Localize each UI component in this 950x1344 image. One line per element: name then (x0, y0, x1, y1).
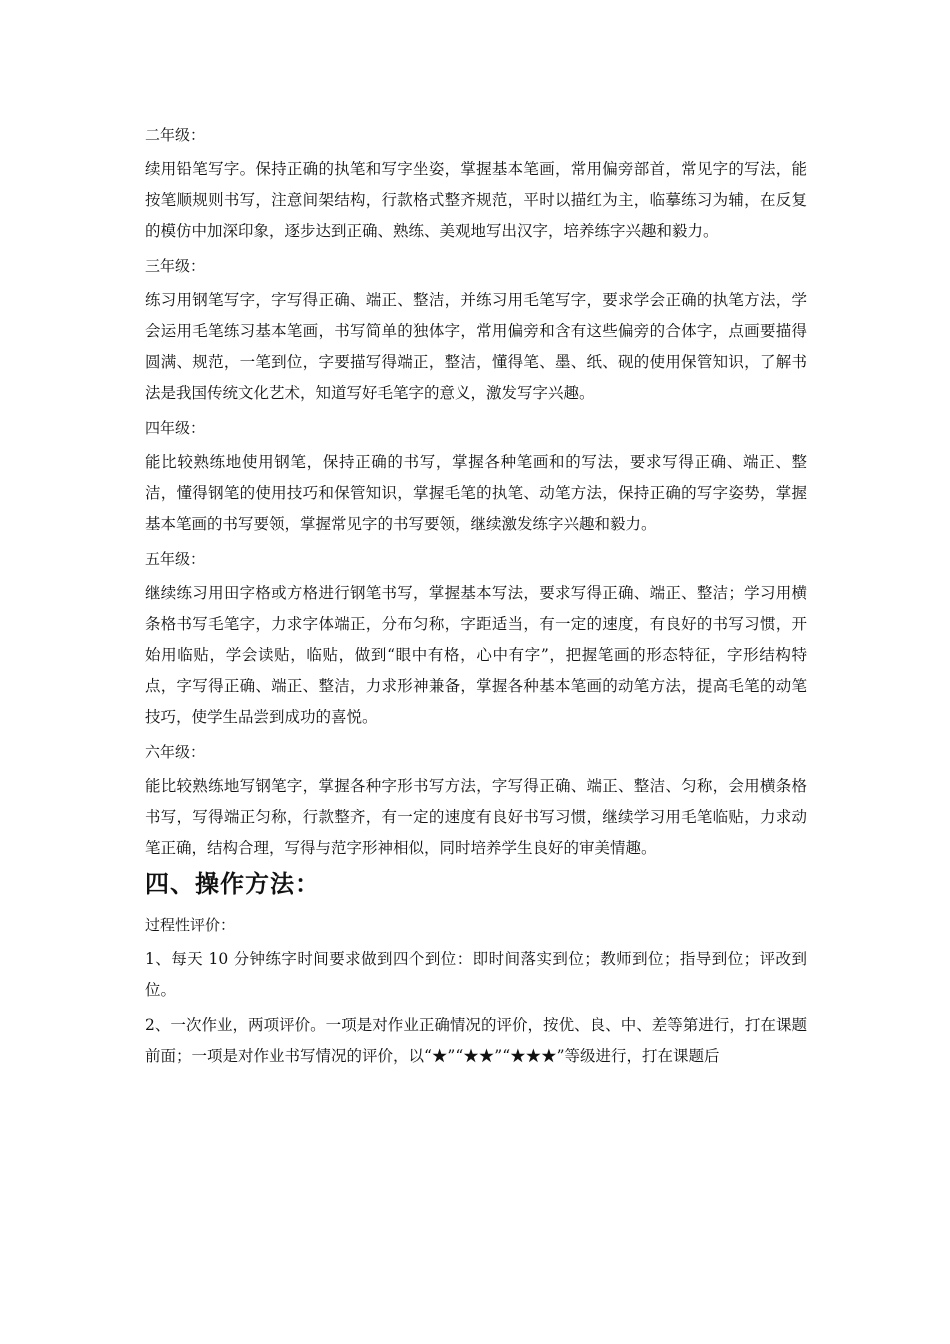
section-heading: 四、操作方法： (145, 869, 320, 898)
process-evaluation-label: 过程性评价： (145, 916, 236, 934)
grade-4-block (145, 413, 807, 540)
grade-6-label: 六年级： (145, 743, 206, 761)
grade-6-text: 能比较熟练地写钢笔字，掌握各种字形书写方法，字写得正确、端正、整洁、匀称，会用横条格书写，写得端正匀称，行款整齐，有一定的速度有良好书写习惯，继续学习用毛笔临贴，力求动笔正确，结构合理，写得与范字形神相似，同时培养学生良好的审美情趣。 (145, 777, 807, 857)
grade-3-label: 三年级： (145, 257, 206, 275)
grade-5-text: 继续练习用田字格或方格进行钢笔书写，掌握基本写法，要求写得正确、端正、整洁；学习用横条格书写毛笔字，力求字体端正，分布匀称，字距适当，有一定的速度，有良好的书写习惯，开始用临贴，学会读贴，临贴，做到“眼中有格，心中有字”，把握笔画的形态特征，字形结构特点，字写得正确、端正、整洁，力求形神兼备，掌握各种基本笔画的动笔方法，提高毛笔的动笔技巧，使学生品尝到成功的喜悦。 (145, 584, 807, 726)
list-item: 1、每天 10 分钟练字时间要求做到四个到位：即时间落实到位；教师到位；指导到位；评改到位。 (145, 950, 807, 999)
grade-4-text: 能比较熟练地使用钢笔，保持正确的书写，掌握各种笔画和的写法，要求写得正确、端正、整洁，懂得钢笔的使用技巧和保管知识，掌握毛笔的执笔、动笔方法，保持正确的写字姿势，掌握基本笔画的书写要领，掌握常见字的书写要领，继续激发练字兴趣和毅力。 (145, 453, 807, 533)
grade-5-label: 五年级： (145, 550, 206, 568)
grade-2-text: 续用铅笔写字。保持正确的执笔和写字坐姿，掌握基本笔画，常用偏旁部首，常见字的写法，能按笔顺规则书写，注意间架结构，行款格式整齐规范，平时以描红为主，临摹练习为辅，在反复的模仿中加深印象，逐步达到正确、熟练、美观地写出汉字，培养练字兴趣和毅力。 (145, 160, 807, 240)
list-item: 2、一次作业，两项评价。一项是对作业正确情况的评价，按优、良、中、差等第进行，打在课题前面；一项是对作业书写情况的评价，以“★”“★★”“★★★”等级进行，打在课题后 (145, 1016, 807, 1065)
grade-6-block (145, 737, 807, 864)
grade-4-label: 四年级： (145, 419, 206, 437)
grade-3-text: 练习用钢笔写字，字写得正确、端正、整洁，并练习用毛笔写字，要求学会正确的执笔方法，学会运用毛笔练习基本笔画，书写简单的独体字，常用偏旁和含有这些偏旁的合体字，点画要描得圆满、规范，一笔到位，字要描写得端正，整洁，懂得笔、墨、纸、砚的使用保管知识，了解书法是我国传统文化艺术，知道写好毛笔字的意义，激发写字兴趣。 (145, 291, 807, 402)
document-page (145, 120, 807, 1076)
grade-3-block (145, 251, 807, 409)
grade-5-block (145, 544, 807, 733)
grade-2-label: 二年级： (145, 126, 206, 144)
grade-2-block (145, 120, 807, 247)
